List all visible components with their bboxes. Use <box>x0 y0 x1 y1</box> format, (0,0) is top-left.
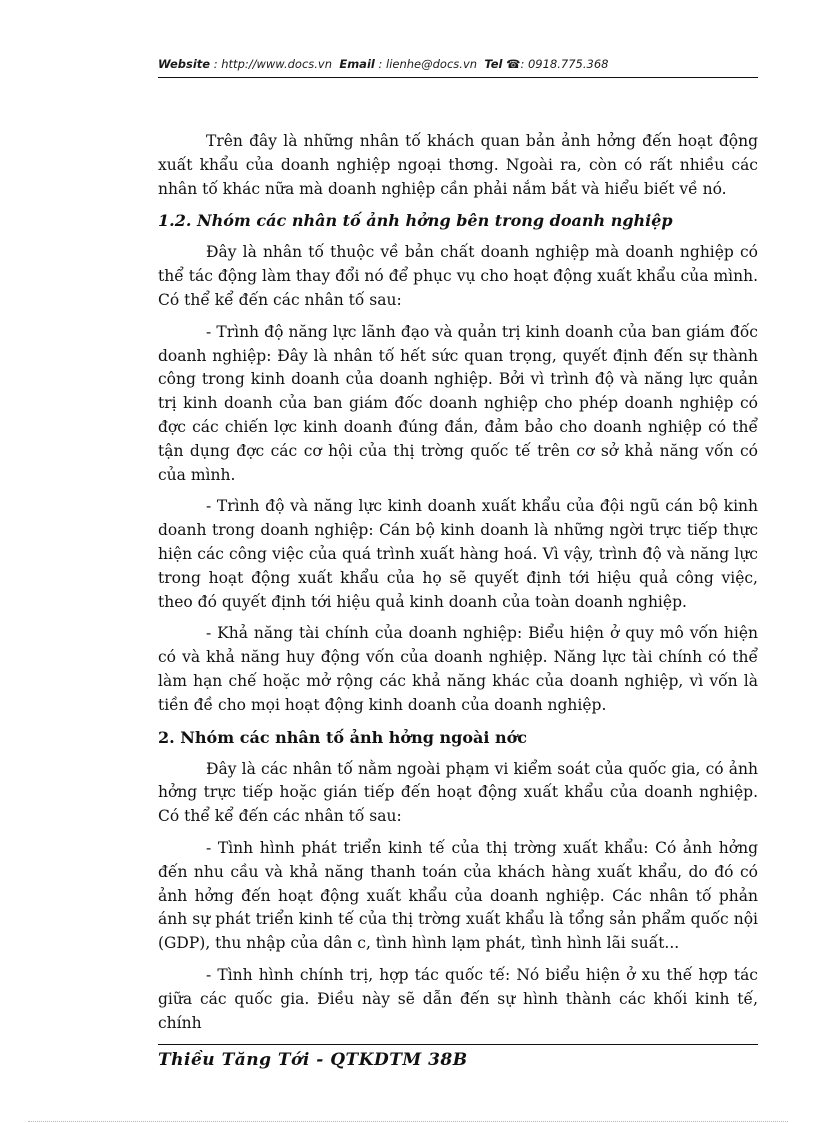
tel-value: : 0918.775.368 <box>520 57 609 71</box>
footer-author: Thiều Tăng Tới - QTKDTM 38B <box>158 1050 468 1070</box>
paragraph-1: Trên đây là những nhân tố khách quan bản ảnh hởng đến hoạt động xuất khẩu của doanh nghiệp ngoại thơng. Ngoài ra, còn có rất nhiều các nhân tố khác nữa mà doanh nghiệp cần phải nắm bắt và hiểu biết về nó. <box>158 132 758 198</box>
website-label: Website <box>158 57 211 71</box>
paragraph-3: - Trình độ năng lực lãnh đạo và quản trị kinh doanh của ban giám đốc doanh nghiệp: Đây là nhân tố hết sức quan trọng, quyết định đến sự thành công trong kinh doanh của doanh nghiệp. Bởi vì trình độ và năng lực quản trị kinh doanh của ban giám đốc doanh nghiệp cho phép doanh nghiệp có đợc các chiến lợc kinh doanh đúng đắn, đảm bảo cho doanh nghiệp có thể tận dụng đợc các cơ hội của thị trờng quốc tế trên cơ sở khả năng vốn có của mình. <box>158 322 758 484</box>
section-heading-1-2: 1.2. Nhóm các nhân tố ảnh hởng bên trong doanh nghiệp <box>158 211 673 231</box>
page-bottom-dotted-line <box>28 1121 788 1122</box>
tel-label: Tel <box>484 57 503 71</box>
paragraph-2: Đây là nhân tố thuộc về bản chất doanh nghiệp mà doanh nghiệp có thể tác động làm thay đổi nó để phục vụ cho hoạt động xuất khẩu của mình. Có thể kể đến các nhân tố sau: <box>158 243 758 309</box>
paragraph-7: - Tình hình phát triển kinh tế của thị trờng xuất khẩu: Có ảnh hởng đến nhu cầu và khả năng thanh toán của khách hàng xuất khẩu, do đó có ảnh hởng đến hoạt động xuất khẩu của doanh nghiệp. Các nhân tố phản ánh sự phát triển kinh tế của thị trờng xuất khẩu là tổng sản phẩm quốc nội (GDP), thu nhập của dân c, tình hình lạm phát, tình hình lãi suất... <box>158 838 758 953</box>
page-header <box>158 57 758 71</box>
paragraph-6: Đây là các nhân tố nằm ngoài phạm vi kiểm soát của quốc gia, có ảnh hởng trực tiếp hoặc gián tiếp đến hoạt động xuất khẩu của doanh nghiệp. Có thể kể đến các nhân tố sau: <box>158 759 758 826</box>
paragraph-4: - Trình độ và năng lực kinh doanh xuất khẩu của đội ngũ cán bộ kinh doanh trong doanh nghiệp: Cán bộ kinh doanh là những ngời trực tiếp thực hiện các công việc của quá trình xuất hàng hoá. Vì vậy, trình độ và năng lực trong hoạt động xuất khẩu của họ sẽ quyết định tới hiệu quả công việc, theo đó quyết định tới hiệu quả kinh doanh của toàn doanh nghiệp. <box>158 497 758 611</box>
email-value: : lienhe@docs.vn <box>378 57 478 71</box>
phone-icon: ☎ <box>506 57 521 71</box>
section-heading-2: 2. Nhóm các nhân tố ảnh hởng ngoài nớc <box>158 727 528 747</box>
paragraph-8: - Tình hình chính trị, hợp tác quốc tế: Nó biểu hiện ở xu thế hợp tác giữa các quốc gia. Điều này sẽ dẫn đến sự hình thành các khối kinh tế, chính <box>158 965 758 1032</box>
website-value: : http://www.docs.vn <box>213 57 333 71</box>
email-label: Email <box>339 57 375 71</box>
document-body <box>158 130 758 1043</box>
paragraph-5: - Khả năng tài chính của doanh nghiệp: Biểu hiện ở quy mô vốn hiện có và khả năng huy động vốn của doanh nghiệp. Năng lực tài chính có thể làm hạn chế hoặc mở rộng các khả năng khác của doanh nghiệp, vì vốn là tiền đề cho mọi hoạt động kinh doanh của doanh nghiệp. <box>158 624 758 714</box>
footer-divider <box>158 1044 758 1045</box>
header-divider <box>158 77 758 78</box>
